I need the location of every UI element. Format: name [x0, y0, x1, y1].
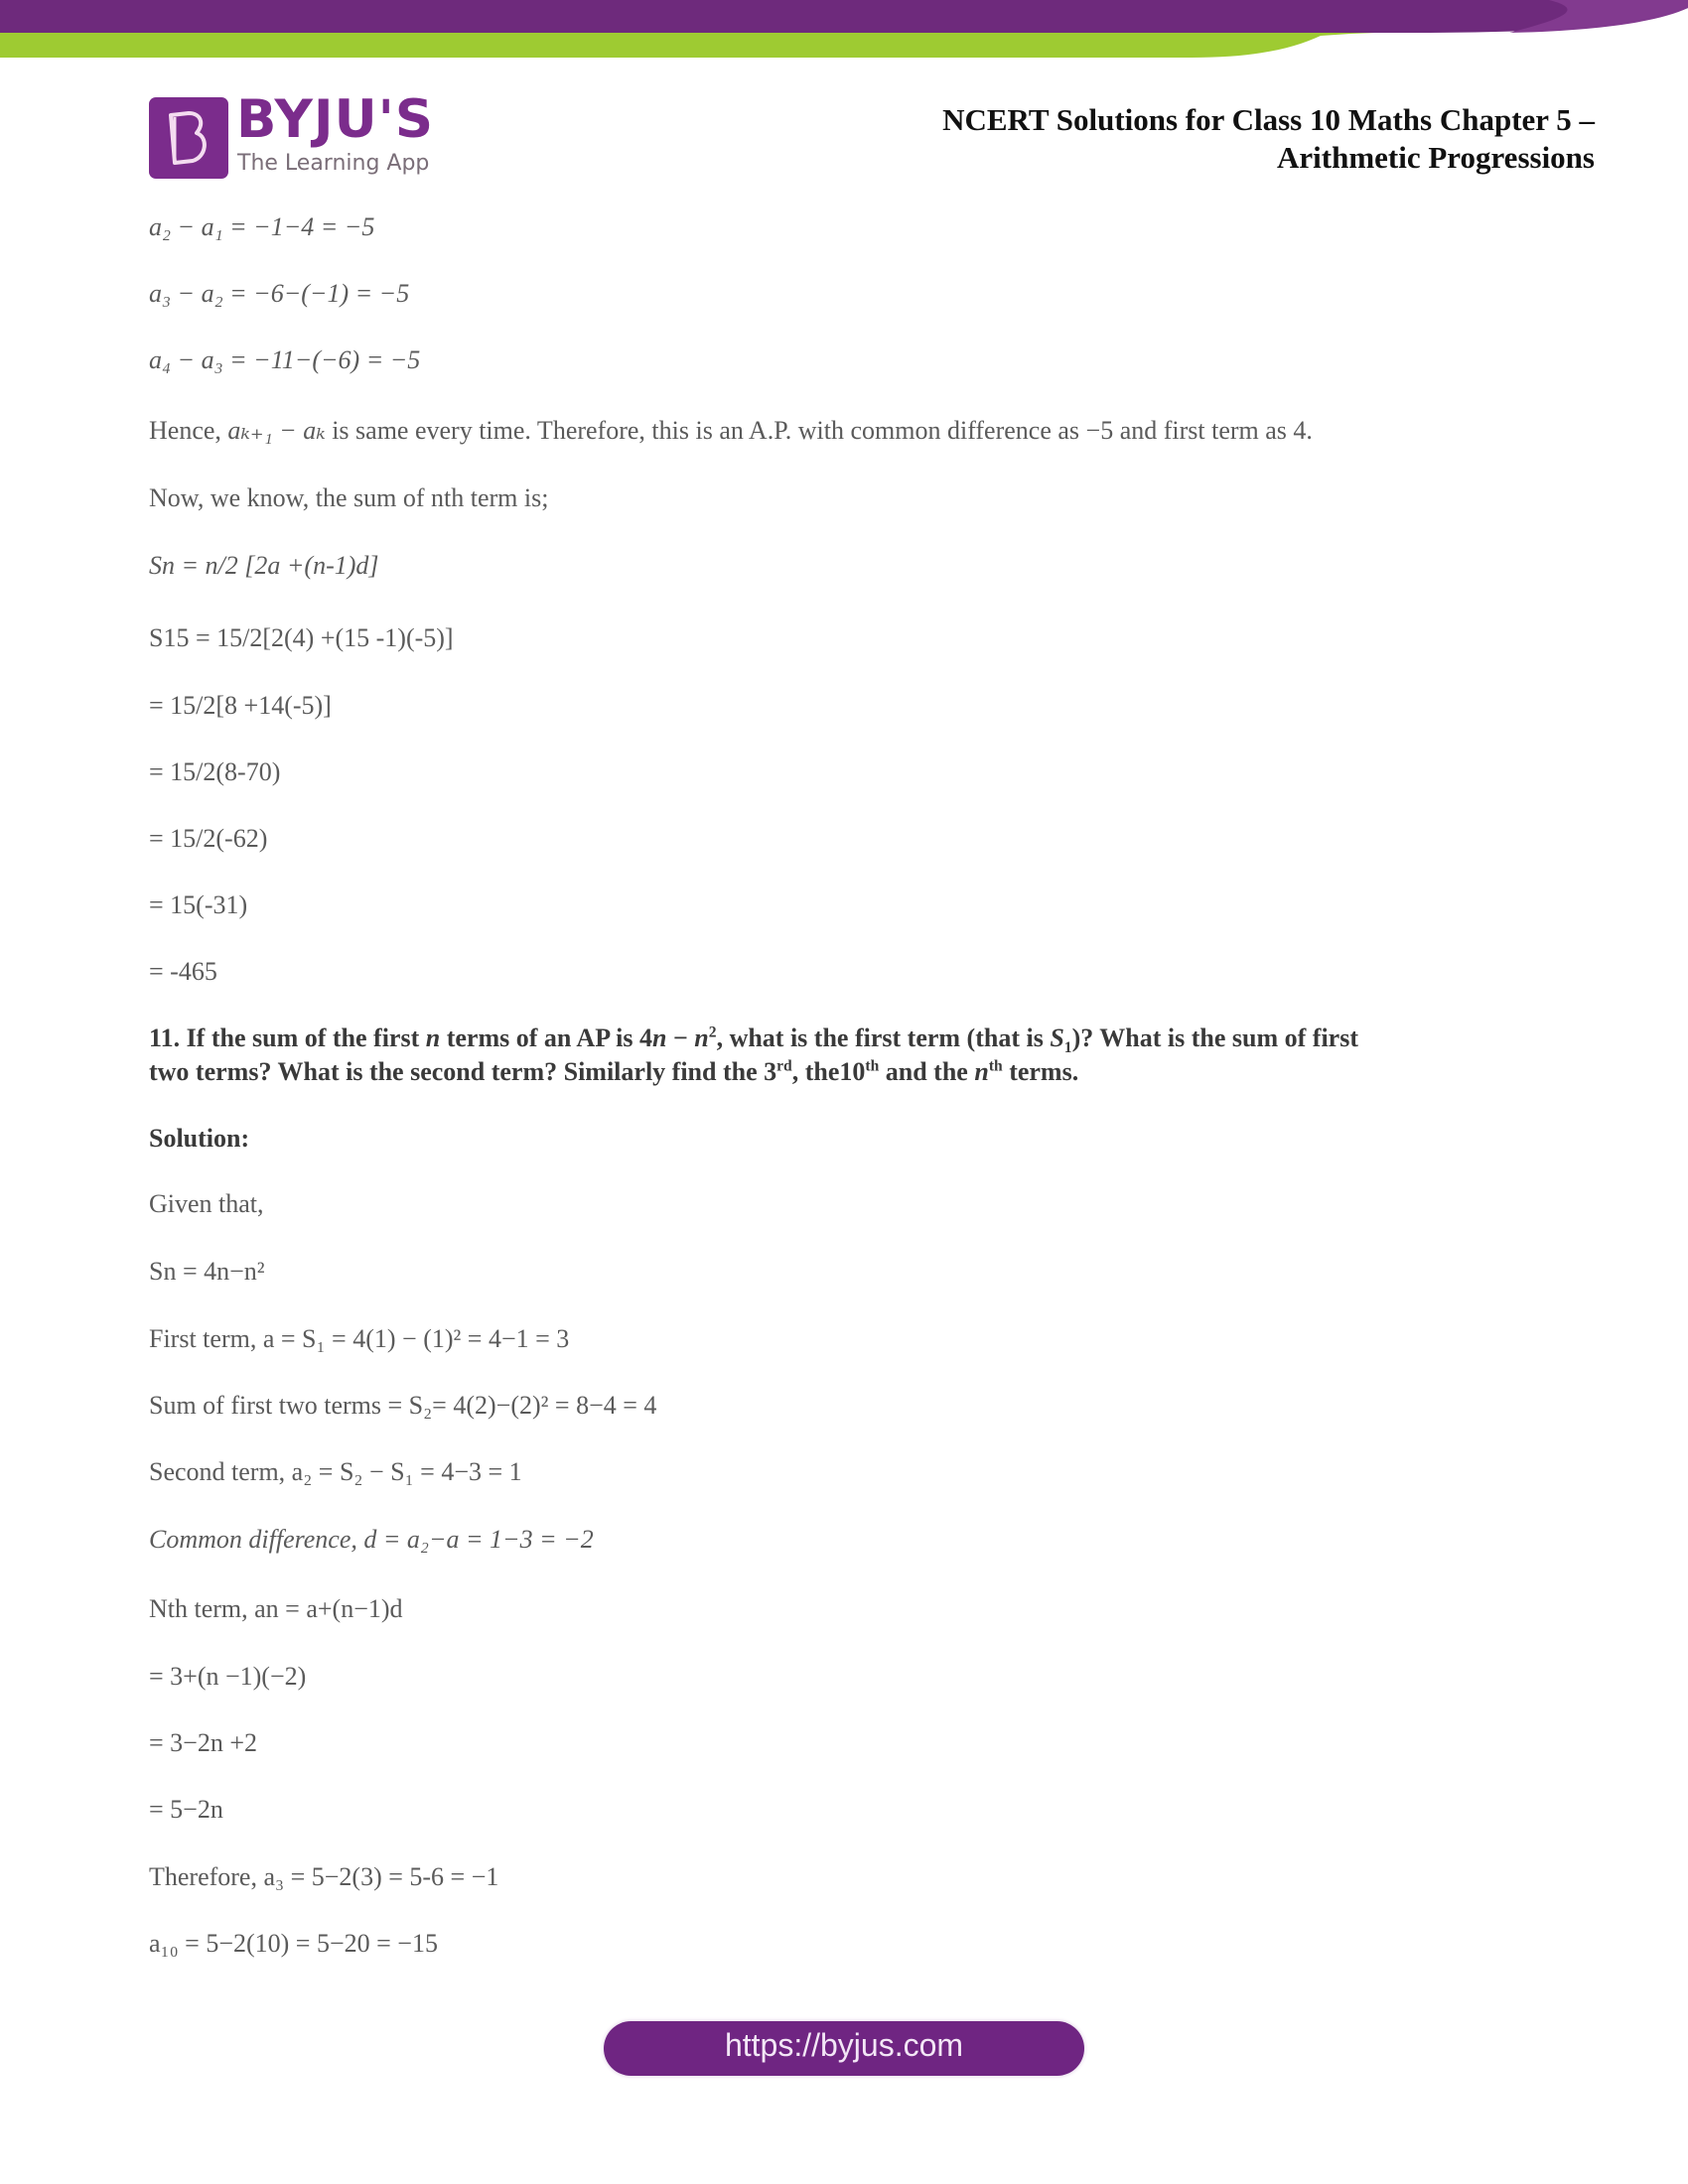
q11-sub: 1	[1063, 1039, 1072, 1057]
calc-step-4: = 15(-31)	[149, 890, 248, 919]
calc-step-2: = 15/2(8-70)	[149, 757, 281, 786]
nth-term-step-2: = 3−2n +2	[149, 1728, 257, 1757]
equation-diff-3: a₄ − a₃ = −11−(−6) = −5	[149, 345, 421, 374]
footer-url-label: https://byjus.com	[724, 2027, 964, 2063]
sum-two-terms-line: Sum of first two terms = S₂= 4(2)−(2)² = 8−4 = 4	[149, 1391, 657, 1420]
q11-var-s: S	[1050, 1024, 1064, 1052]
a10-line: a₁₀ = 5−2(10) = 5−20 = −15	[149, 1929, 438, 1958]
given-text: Given that,	[149, 1189, 264, 1218]
q11-text: 11. If the sum of the first	[149, 1024, 426, 1052]
q11-var-n: n	[652, 1024, 667, 1052]
calc-step-1: = 15/2[8 +14(-5)]	[149, 691, 332, 720]
header-banner	[0, 0, 1688, 62]
q11-text: terms of an AP is 4	[440, 1024, 652, 1052]
q11-text: two terms? What is the second term? Similarly find the 3	[149, 1057, 777, 1086]
second-term-line: Second term, a₂ = S₂ − S₁ = 4−3 = 1	[149, 1457, 522, 1486]
equation-diff-2: a₃ − a₂ = −6−(−1) = −5	[149, 279, 410, 308]
sn-definition: Sn = 4n−n²	[149, 1257, 265, 1286]
conclusion-math: aₖ₊₁ − aₖ	[227, 416, 326, 445]
q11-var-n: n	[694, 1024, 709, 1052]
byjus-b-logo-icon	[149, 97, 228, 179]
q11-text: )? What is the sum of first	[1071, 1024, 1358, 1052]
document-title-line-1: NCERT Solutions for Class 10 Maths Chapter 5 –	[942, 102, 1595, 137]
conclusion-text	[149, 416, 1313, 446]
byjus-logo	[149, 89, 435, 182]
sum-intro-text: Now, we know, the sum of nth term is;	[149, 483, 549, 512]
sum-formula: Sn = n/2 [2a +(n-1)d]	[149, 551, 379, 580]
calc-result: = -465	[149, 957, 217, 986]
first-term-line: First term, a = S₁ = 4(1) − (1)² = 4−1 = 3	[149, 1324, 570, 1353]
conclusion-pre: Hence,	[149, 416, 228, 445]
q11-text: and the	[879, 1057, 975, 1086]
q11-sup: rd	[776, 1057, 792, 1075]
q11-var-n: n	[425, 1024, 441, 1052]
q11-sup: th	[988, 1057, 1003, 1075]
brand-name: BYJU'S	[236, 89, 435, 150]
q11-var-n: n	[974, 1057, 989, 1086]
conclusion-post: is same every time. Therefore, this is an A.P. with common difference as −5 and first term as 4.	[325, 416, 1313, 445]
calc-step-3: = 15/2(-62)	[149, 824, 268, 853]
q11-text: terms.	[1002, 1057, 1079, 1086]
footer-url-link[interactable]	[604, 2021, 1084, 2076]
q11-sup: 2	[708, 1024, 717, 1041]
a3-line: Therefore, a₃ = 5−2(3) = 5-6 = −1	[149, 1862, 499, 1891]
nth-term-formula: Nth term, an = a+(n−1)d	[149, 1594, 403, 1623]
brand-tagline: The Learning App	[237, 151, 430, 176]
q11-text: , what is the first term (that is	[716, 1024, 1051, 1052]
question-11-line-2	[149, 1057, 1078, 1087]
s15-equation: S15 = 15/2[2(4) +(15 -1)(-5)]	[149, 623, 454, 652]
question-11-line-1	[149, 1024, 1358, 1057]
document-title	[942, 101, 1595, 177]
q11-text: , the10	[791, 1057, 866, 1086]
document-title-line-2: Arithmetic Progressions	[1277, 140, 1595, 175]
equation-diff-1: a₂ − a₁ = −1−4 = −5	[149, 212, 375, 241]
common-difference-line: Common difference, d = a₂−a = 1−3 = −2	[149, 1525, 594, 1554]
nth-term-step-1: = 3+(n −1)(−2)	[149, 1662, 307, 1691]
q11-text: −	[666, 1024, 695, 1052]
q11-sup: th	[865, 1057, 880, 1075]
nth-term-result: = 5−2n	[149, 1795, 223, 1824]
solution-label: Solution:	[149, 1124, 250, 1153]
